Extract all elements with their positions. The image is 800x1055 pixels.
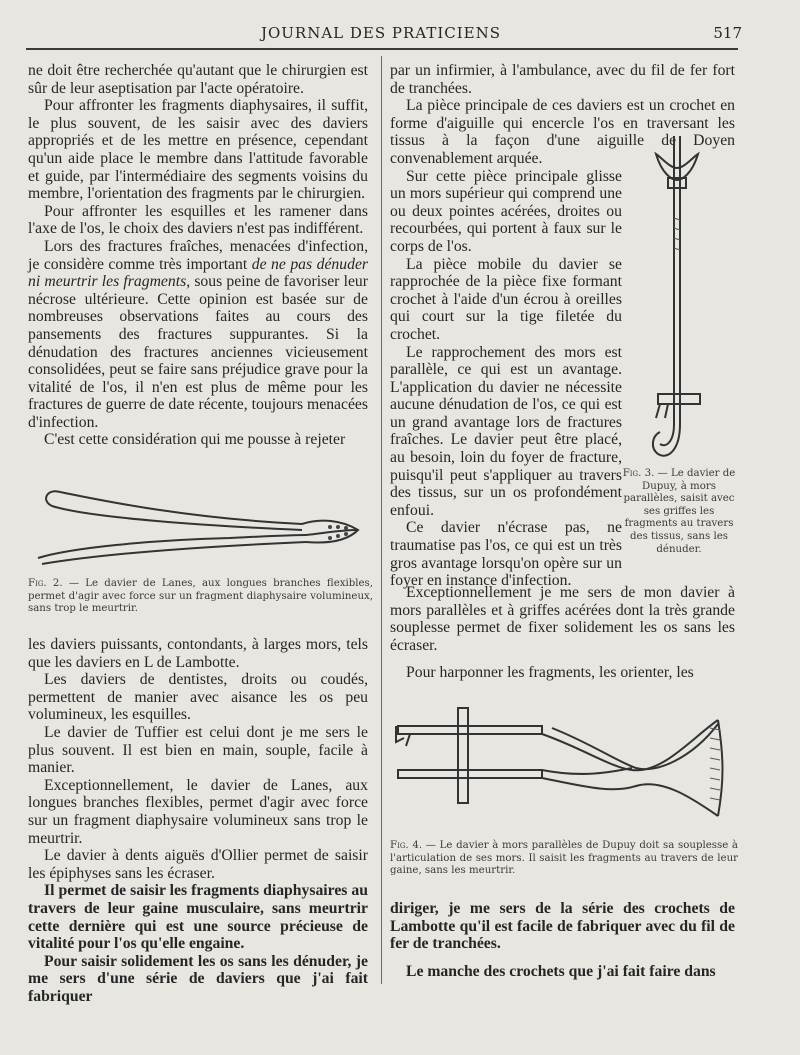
narrow-text-block [390,168,622,590]
figure-label: Fig. 4. [390,840,423,851]
paragraph: Exceptionnellement, le davier de Lanes, aux longues branches flexibles, permet d'agir avec force sur un fragment diaphysaire volumineux sans trop le meurtrir. [28,776,368,847]
caption-text: — Le davier de Lanes, aux longues branches flexibles, permet d'agir avec force sur un fragment diaphysaire volumineux, sans trop le meurtrir. [28,578,374,615]
paragraph: Ce davier n'écrase pas, ne traumatise pas l'os, ce qui est un très gros avantage lorsqu'on opère sur un foyer en instance d'infection. [390,519,622,590]
paragraph: ne doit être recherchée qu'autant que le chirurgien est sûr de leur aseptisation par l'acte opératoire. [28,62,368,97]
caption-text: — Le davier à mors parallèles de Dupuy doit sa souplesse à l'articulation de ses mors. Il saisit les fragments au travers de leur gaine, sans les meurtrir. [390,840,739,877]
paragraph: La pièce mobile du davier se rapprochée de la pièce fixe formant crochet à l'aide d'un écrou à oreilles qui court sur la tige filetée du crochet. [390,255,622,343]
left-column-top [28,62,368,449]
figure-2-forceps-illustration [30,478,370,573]
figure-4-parallel-forceps-illustration [392,698,734,833]
paragraph: Le davier de Tuffier est celui dont je me sers le plus souvent. Il est bien en main, souple, facile à manier. [28,723,368,777]
figure-3-caption [620,468,738,556]
paragraph: Pour affronter les esquilles et les ramener dans l'axe de l'os, le choix des daviers n'est pas indifférent. [28,202,368,238]
paragraph: Les daviers de dentistes, droits ou coudés, permettent de manier avec aisance les os peu volumineux, les esquilles. [28,671,368,724]
left-column-bottom [28,636,368,1005]
header-rule [26,48,738,50]
figure-4-caption [390,840,738,878]
figure-3-hook-forceps-illustration [638,128,718,468]
paragraph: Le davier à dents aiguës d'Ollier permet de saisir les épiphyses sans les écraser. [28,847,368,882]
paragraph: Pour harponner les fragments, les orienter, les [406,664,694,682]
paragraph-text: , sous peine de favoriser leur nécrose ultérieure. Cette opinion est basée sur de nombreuses observations faites au cours des pansements des fractures suppurantes. Si la dénudation des fractures anciennes vicieusement consolidées, peut se faire sans préjudice grave pour la vitalité de l'os, il n'en est plus de même pour les fractures de guerre de date récente, toujours menacées d'infection. [28,273,368,431]
paragraph: Sur cette pièce principale glisse un mors supérieur qui comprend une ou deux pointes acérées, droites ou recourbées, qui portent à faux sur le corps de l'os. [390,167,622,255]
column-rule [381,56,382,984]
paragraph [28,238,368,432]
paragraph: Pour saisir solidement les os sans les dénuder, je me sers d'une série de daviers que j'ai fait fabriquer [28,952,368,1005]
figure-label: Fig. 2. [28,578,63,589]
paragraph: Pour affronter les fragments diaphysaires, il suffit, le plus souvent, de les saisir avec des daviers appropriés et de les mettre en présence, cependant qu'un aide place le membre dans l'attitude favorable et guide, par l'intermédiaire des segments voisins du membre, l'orientation des fragments par le chirurgien. [28,97,368,203]
paragraph: diriger, je me sers de la série des crochets de Lambotte qu'il est facile de fabriquer avec du fil de fer de tranchées. [390,900,735,953]
figure-label: Fig. 3. [622,468,655,479]
paragraph: C'est cette considération qui me pousse à rejeter [44,431,346,449]
paragraph: Exceptionnellement je me sers de mon davier à mors parallèles et à griffes acérées dont la très grande souplesse permet de fixer solidement les os sans les écraser. [390,584,735,654]
paragraph: les daviers puissants, contondants, à larges mors, tels que les daviers en L de Lambotte. [28,636,368,671]
paragraph: Il permet de saisir les fragments diaphysaires au travers de leur gaine musculaire, sans meurtrir cette dernière qui est une source précieuse de vitalité pour l'os qu'elle engaine. [28,882,368,953]
paragraph: par un infirmier, à l'ambulance, avec du fil de fer fort de tranchées. [390,62,735,97]
paragraph-text: Lors des fractures fraîches, menacées d'infection, je considère comme très important [28,237,368,273]
caption-text: — Le davier de Dupuy, à mors parallèles, saisit avec ses griffes les fragments au travers des tissus, sans les dénuder. [623,468,736,555]
right-column-middle [390,584,735,682]
right-column-bottom [390,900,735,980]
paragraph: Le manche des crochets que j'ai fait faire dans [406,962,716,980]
paragraph: La pièce principale de ces daviers est un crochet en forme d'aiguille qui encercle l'os en traversant les tissus à la façon d'une aiguille de Doyen convenablement arquée. [390,97,735,167]
emphasis-text: de ne pas dénuder ni meurtrir les fragments [28,255,369,291]
page-header [26,22,742,46]
paragraph: Le rapprochement des mors est parallèle, ce qui est un avantage. L'application du davier ne nécessite aucune dénudation de l'os, ce qui est un grand avantage lors de fractures fraîches. Le davier peut être placé, au besoin, loin du foyer de fracture, puisqu'il peut s'appliquer au travers des tissus, sur un os profondément enfoui. [390,343,622,519]
page-number: 517 [713,24,742,42]
figure-2-caption [28,578,373,616]
running-title: JOURNAL DES PRATICIENS [260,24,502,42]
